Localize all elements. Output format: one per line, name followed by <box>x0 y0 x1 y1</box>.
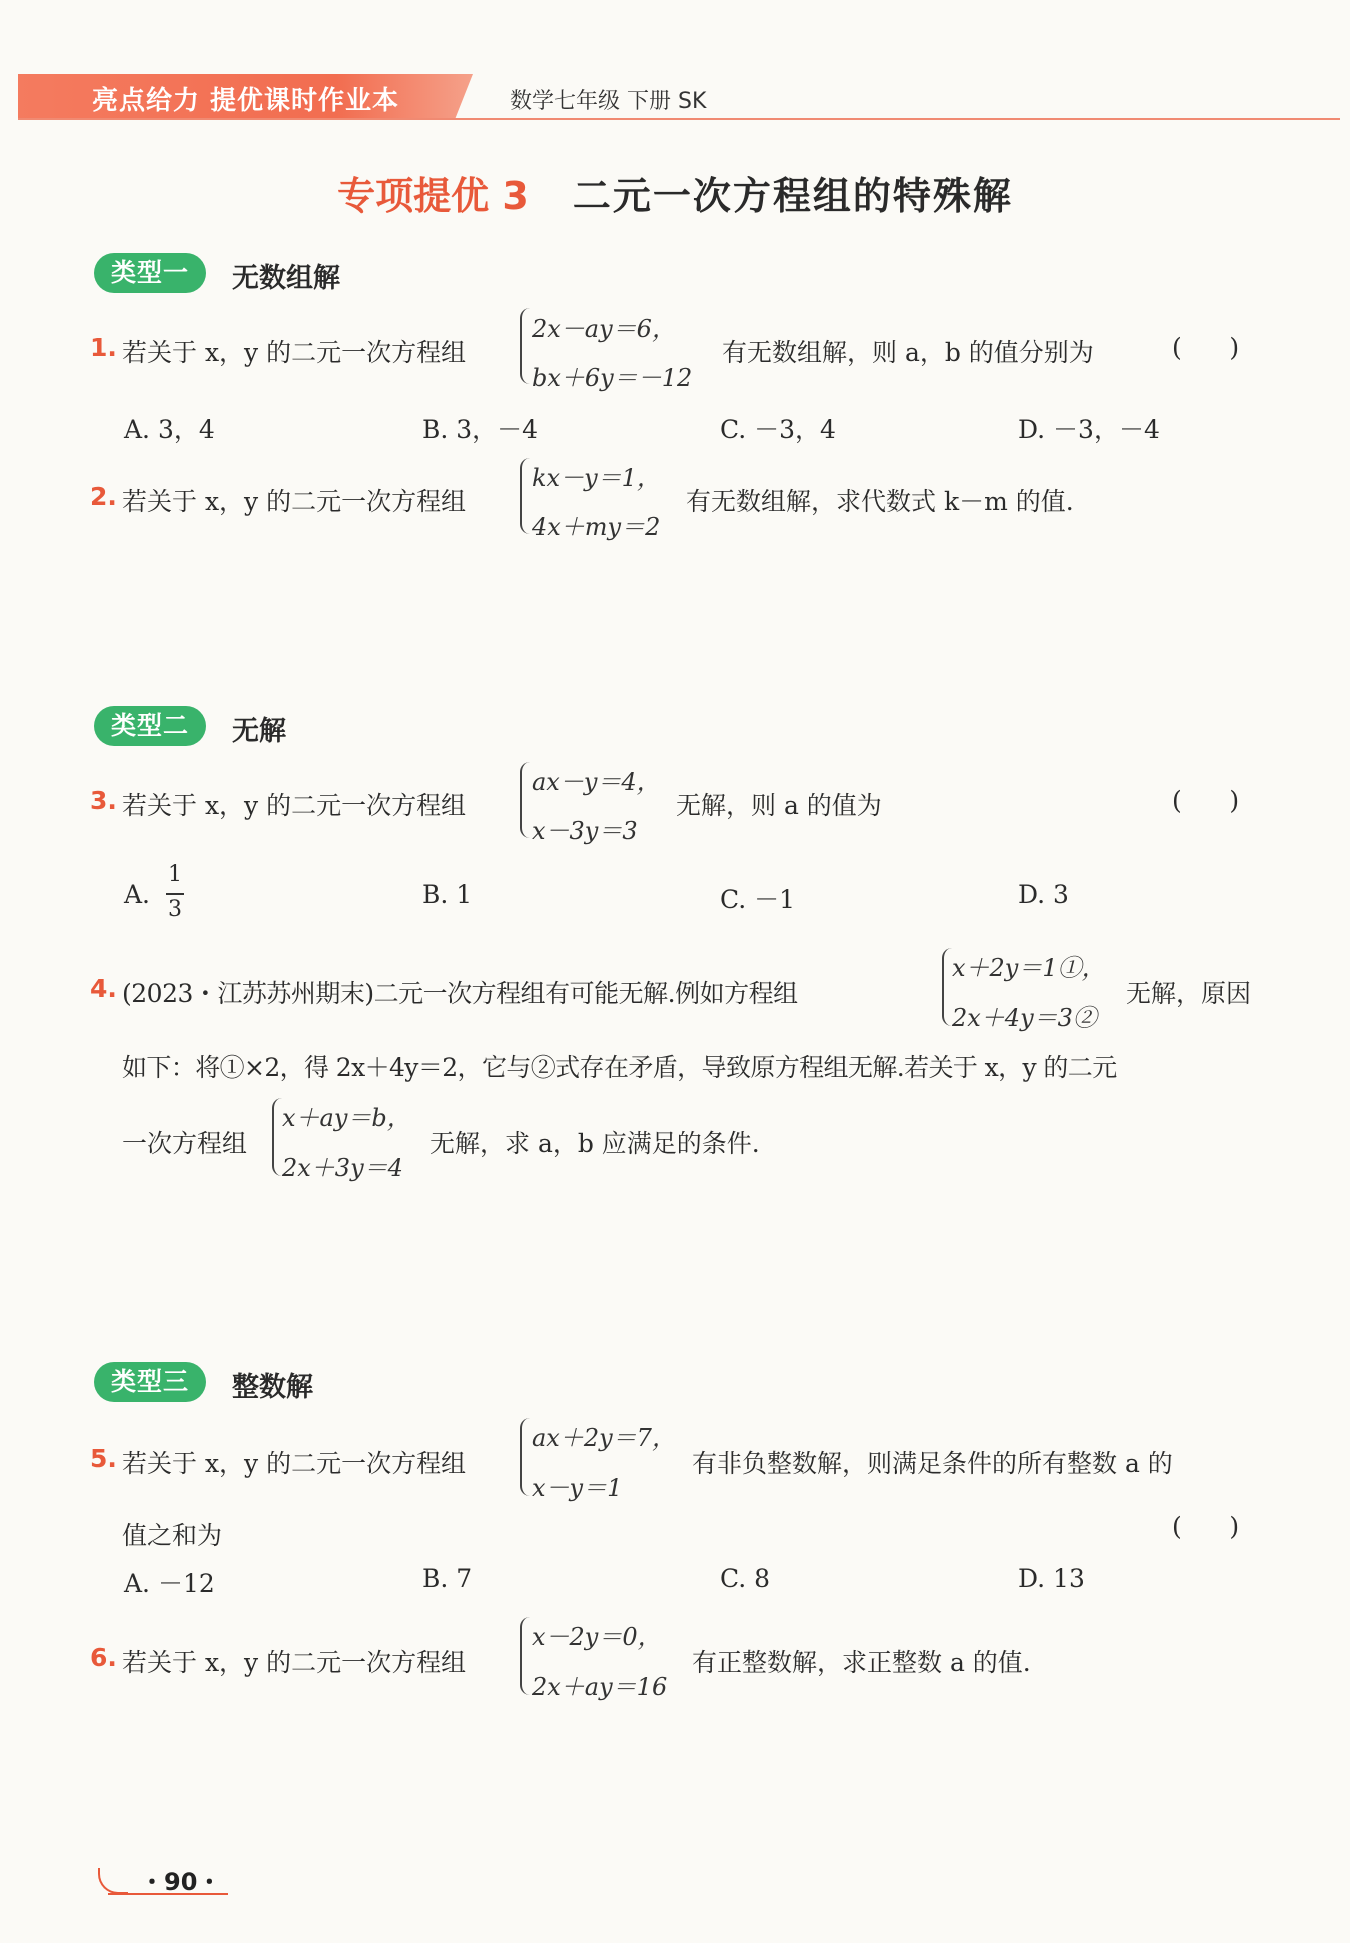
section-badge-2: 类型二 <box>94 706 206 746</box>
q3-option-b: B. 1 <box>422 880 473 909</box>
q4-question: 无解，求 a，b 应满足的条件. <box>430 1129 760 1158</box>
q5-option-c: C. 8 <box>720 1564 771 1593</box>
q6-eq2: 2x＋ay＝16 <box>532 1673 668 1701</box>
q5-option-b: B. 7 <box>422 1564 473 1593</box>
q5-eq1: ax＋2y＝7， <box>532 1424 676 1452</box>
q2-brace <box>520 458 530 534</box>
q3-answer-paren: ( ) <box>1172 786 1240 815</box>
question-number-4: 4. <box>90 974 117 1003</box>
q1-stem: 若关于 x，y 的二元一次方程组 <box>122 338 467 367</box>
q2-eq2: 4x＋my＝2 <box>532 513 661 541</box>
q3-option-c: C. －1 <box>720 885 796 914</box>
q5-eq2: x－y＝1 <box>532 1474 623 1502</box>
q3-brace <box>520 762 530 838</box>
q3-eq1: ax－y＝4， <box>532 768 661 796</box>
q4-brace-2 <box>272 1098 282 1176</box>
book-brand: 亮点给力 提优课时作业本 <box>92 86 400 116</box>
section-title-2: 无解 <box>232 716 286 747</box>
q4-eq1: x＋2y＝1①， <box>952 954 1106 982</box>
q1-eq2: bx＋6y＝－12 <box>532 364 693 392</box>
q4-eq2: 2x＋4y＝3② <box>952 1004 1097 1032</box>
question-number-6: 6. <box>90 1643 117 1672</box>
page-title <box>0 165 1350 220</box>
q1-option-a: A. 3，4 <box>124 415 215 444</box>
q3-eq2: x－3y＝3 <box>532 817 638 845</box>
q4-stem: (2023・江苏苏州期末)二元一次方程组有可能无解.例如方程组 <box>122 979 798 1008</box>
q3-option-a-numerator: 1 <box>168 862 182 887</box>
q2-stem-end: 有无数组解，求代数式 k－m 的值. <box>686 487 1074 516</box>
q1-eq1: 2x－ay＝6， <box>532 315 676 343</box>
section-title-1: 无数组解 <box>232 263 340 294</box>
q4-eq3: x＋ay＝b， <box>282 1104 411 1132</box>
q5-brace <box>520 1418 530 1496</box>
q4-stem-line3: 一次方程组 <box>122 1129 248 1158</box>
q4-stem-end: 无解，原因 <box>1126 979 1252 1008</box>
q1-answer-paren: ( ) <box>1172 333 1240 362</box>
book-subject: 数学七年级 下册 SK <box>510 89 707 114</box>
title-text: 二元一次方程组的特殊解 <box>572 174 1013 218</box>
section-badge-1: 类型一 <box>94 253 206 293</box>
q1-option-b: B. 3，－4 <box>422 415 539 444</box>
q2-eq1: kx－y＝1， <box>532 464 661 492</box>
q1-option-c: C. －3，4 <box>720 415 836 444</box>
q6-stem-end: 有正整数解，求正整数 a 的值. <box>692 1648 1031 1677</box>
q3-option-d: D. 3 <box>1018 880 1069 909</box>
page-number: ・90・ <box>140 1868 222 1896</box>
q5-stem-end: 有非负整数解，则满足条件的所有整数 a 的 <box>692 1449 1173 1478</box>
fraction-bar <box>166 893 184 895</box>
q3-stem: 若关于 x，y 的二元一次方程组 <box>122 791 467 820</box>
q5-stem: 若关于 x，y 的二元一次方程组 <box>122 1449 467 1478</box>
q4-brace <box>942 948 952 1026</box>
q1-option-d: D. －3，－4 <box>1018 415 1160 444</box>
footer-ornament <box>98 1868 128 1894</box>
question-number-5: 5. <box>90 1444 117 1473</box>
q4-eq4: 2x＋3y＝4 <box>282 1154 403 1182</box>
q3-stem-end: 无解，则 a 的值为 <box>676 791 882 820</box>
q5-stem-line2: 值之和为 <box>122 1521 223 1550</box>
q1-brace <box>520 308 530 384</box>
section-badge-3: 类型三 <box>94 1362 206 1402</box>
title-label: 专项提优 3 <box>337 174 529 218</box>
q1-stem-end: 有无数组解，则 a，b 的值分别为 <box>722 338 1094 367</box>
q2-stem: 若关于 x，y 的二元一次方程组 <box>122 487 467 516</box>
q6-stem: 若关于 x，y 的二元一次方程组 <box>122 1648 467 1677</box>
q3-option-a-denominator: 3 <box>168 897 182 922</box>
q3-option-a-label: A. <box>124 880 151 909</box>
q5-option-d: D. 13 <box>1018 1564 1085 1593</box>
question-number-3: 3. <box>90 786 117 815</box>
section-title-3: 整数解 <box>232 1372 313 1403</box>
q5-option-a: A. －12 <box>124 1569 215 1598</box>
q5-answer-paren: ( ) <box>1172 1512 1240 1541</box>
header-rule <box>18 118 1340 120</box>
q4-explanation: 如下：将①×2，得 2x＋4y＝2，它与②式存在矛盾，导致原方程组无解.若关于 x，y 的二元 <box>122 1053 1117 1082</box>
question-number-1: 1. <box>90 333 117 362</box>
q6-brace <box>520 1617 530 1695</box>
q6-eq1: x－2y＝0， <box>532 1623 662 1651</box>
question-number-2: 2. <box>90 482 117 511</box>
